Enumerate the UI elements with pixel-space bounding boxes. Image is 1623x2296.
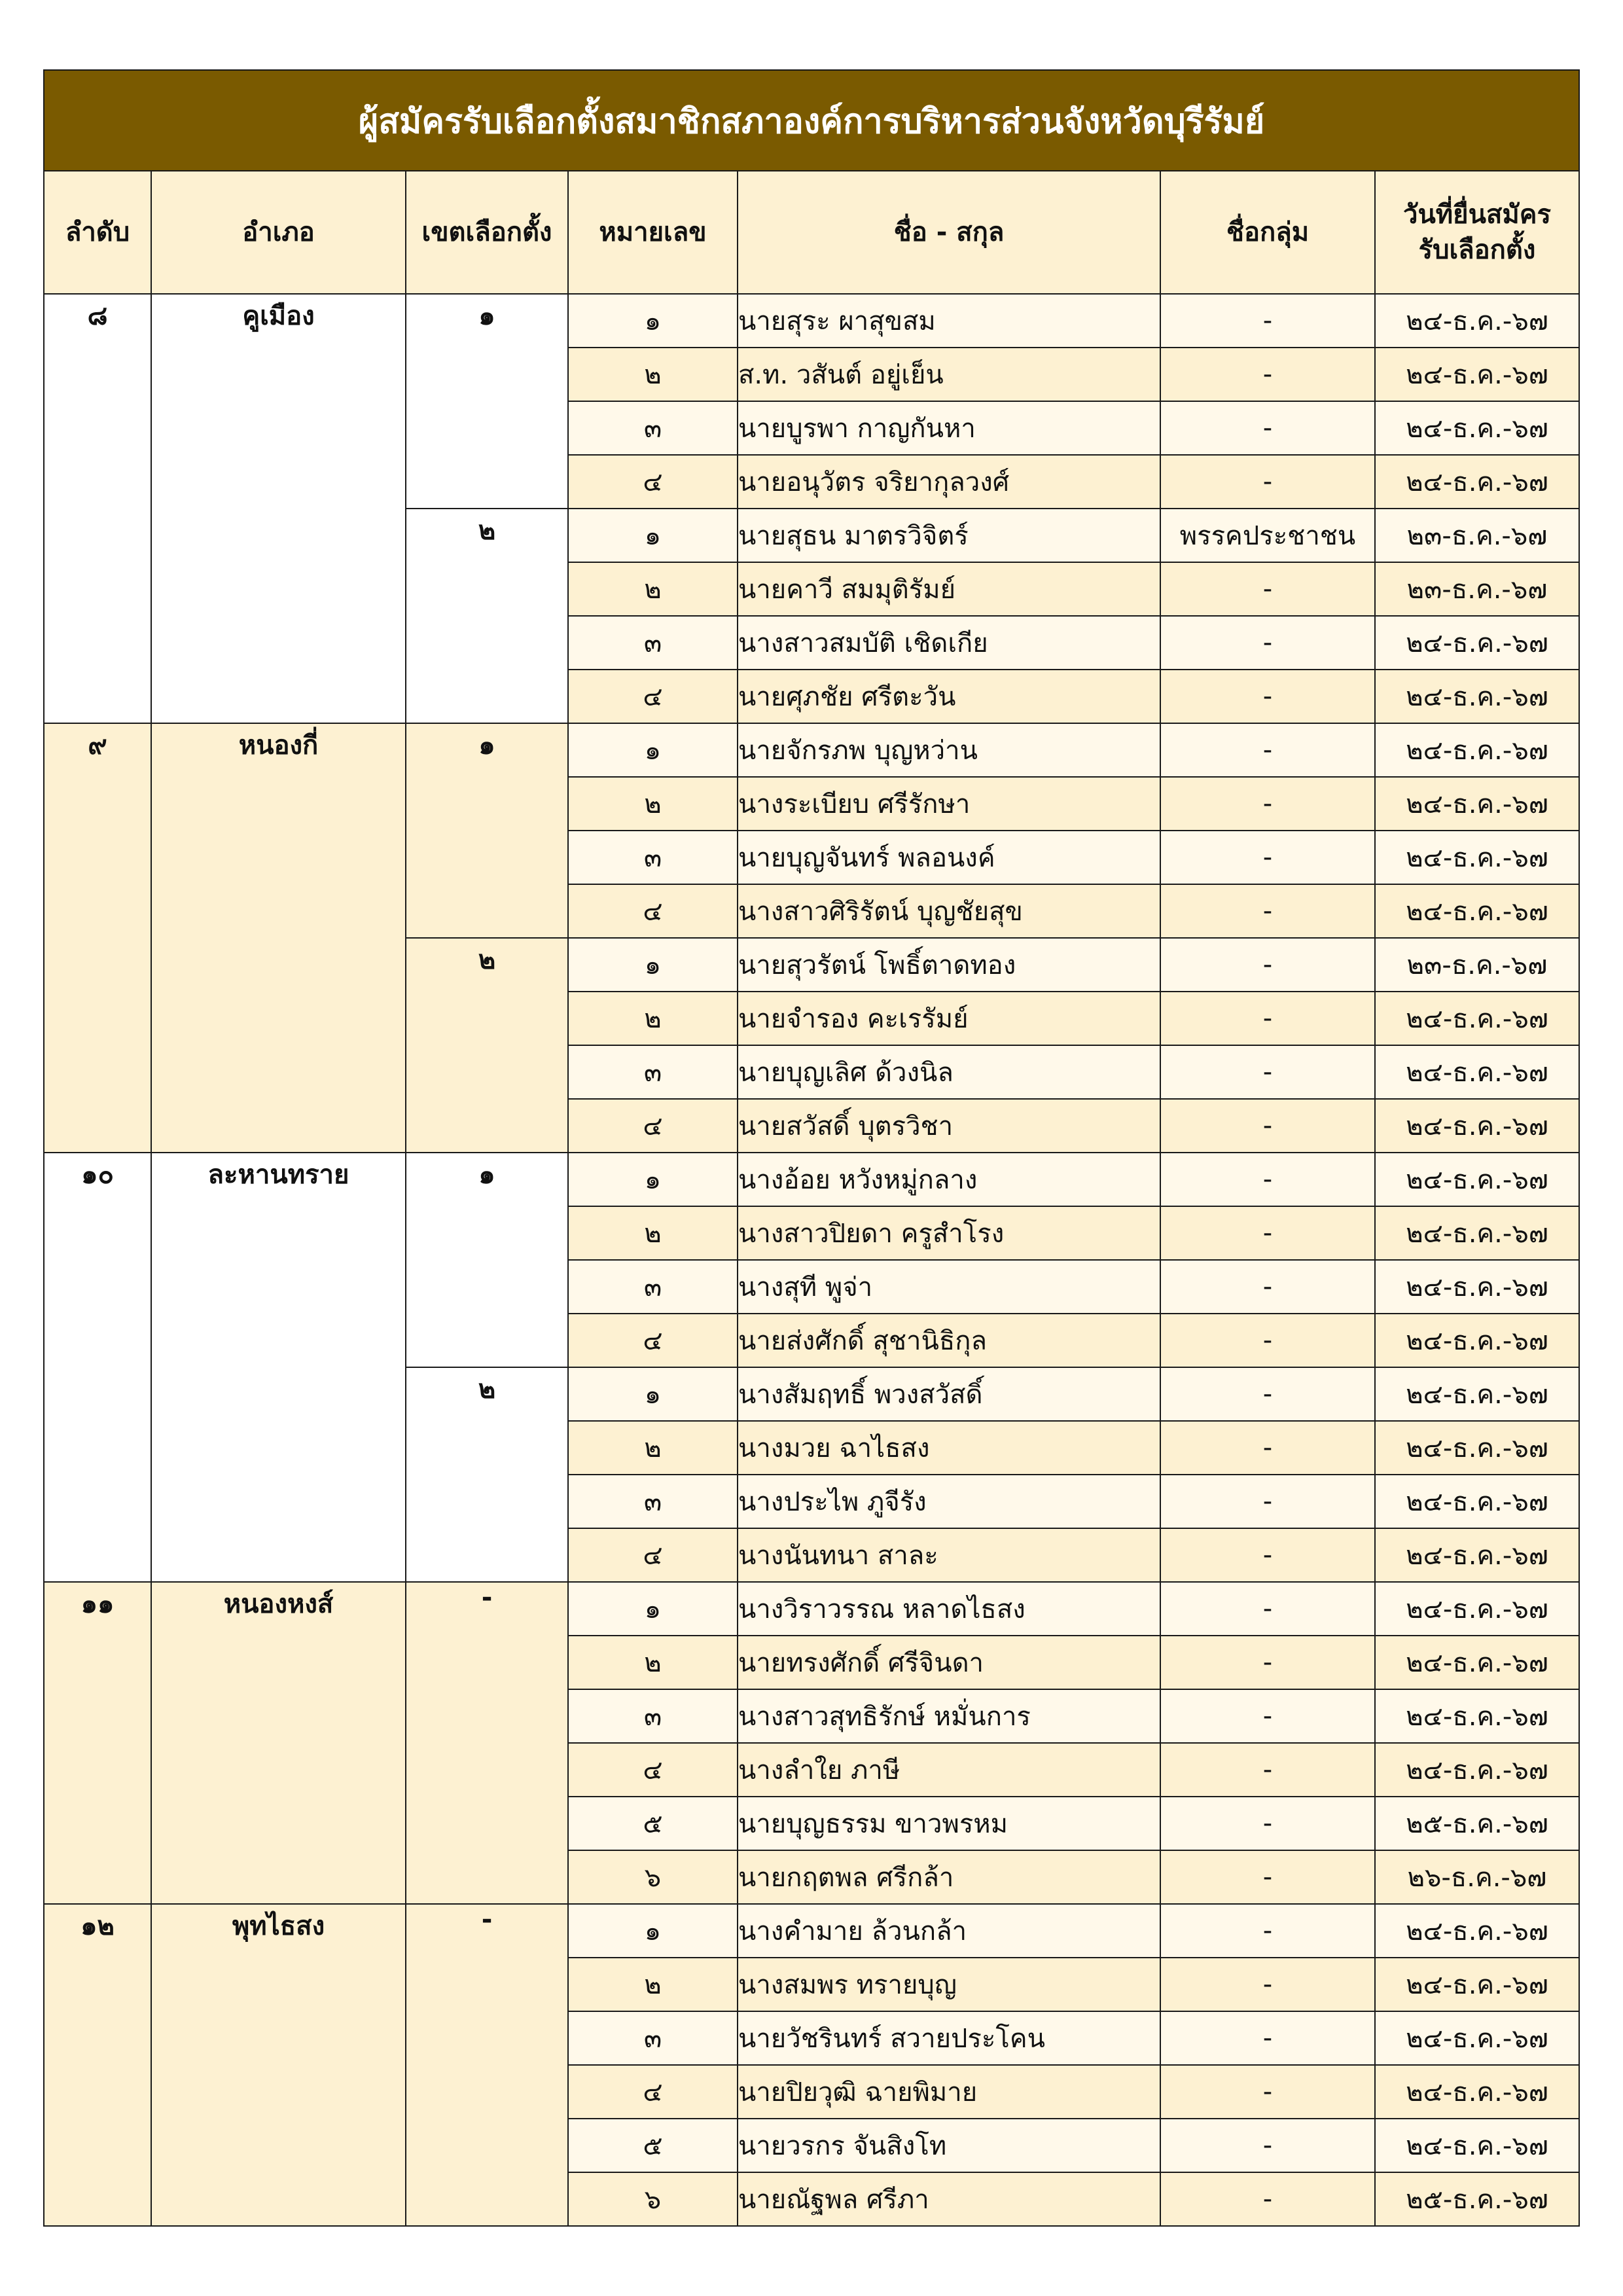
candidate-date: ๒๔-ธ.ค.-๖๗ (1375, 1582, 1579, 1636)
candidate-name: นางวิราวรรณ หลาดไธสง (738, 1582, 1160, 1636)
candidate-date: ๒๖-ธ.ค.-๖๗ (1375, 1850, 1579, 1904)
header-zone: เขตเลือกตั้ง (406, 171, 568, 294)
candidate-number: ๑ (568, 509, 738, 562)
candidate-group: - (1160, 1582, 1375, 1636)
candidate-number: ๔ (568, 884, 738, 938)
header-group: ชื่อกลุ่ม (1160, 171, 1375, 294)
candidate-date: ๒๔-ธ.ค.-๖๗ (1375, 294, 1579, 348)
district-order: ๑๑ (44, 1582, 151, 1904)
candidate-table (43, 69, 1580, 2227)
candidate-name: นางประไพ ภูจีรัง (738, 1475, 1160, 1528)
candidate-date: ๒๕-ธ.ค.-๖๗ (1375, 1797, 1579, 1850)
candidate-group: - (1160, 1099, 1375, 1153)
header-district: อำเภอ (151, 171, 406, 294)
candidate-name: นายคาวี สมมุติรัมย์ (738, 562, 1160, 616)
candidate-name: นายทรงศักดิ์ ศรีจินดา (738, 1636, 1160, 1689)
zone-number: ๒ (406, 509, 568, 723)
candidate-group: - (1160, 1904, 1375, 1958)
candidate-group: พรรคประชาชน (1160, 509, 1375, 562)
candidate-group: - (1160, 616, 1375, 670)
candidate-name: นางอ้อย หวังหมู่กลาง (738, 1153, 1160, 1206)
candidate-group: - (1160, 777, 1375, 831)
candidate-name: นางสาวสมบัติ เชิดเกีย (738, 616, 1160, 670)
candidate-date: ๒๔-ธ.ค.-๖๗ (1375, 1421, 1579, 1475)
candidate-number: ๑ (568, 1367, 738, 1421)
candidate-group: - (1160, 1850, 1375, 1904)
candidate-number: ๔ (568, 2065, 738, 2119)
candidate-date: ๒๔-ธ.ค.-๖๗ (1375, 2119, 1579, 2172)
candidate-date: ๒๔-ธ.ค.-๖๗ (1375, 1528, 1579, 1582)
district-name: ละหานทราย (151, 1153, 406, 1582)
candidate-name: นายบุญจันทร์ พลอนงค์ (738, 831, 1160, 884)
candidate-name: นางลำใย ภาษี (738, 1743, 1160, 1797)
header-date (1375, 171, 1579, 294)
candidate-number: ๓ (568, 1689, 738, 1743)
candidate-group: - (1160, 562, 1375, 616)
candidate-number: ๓ (568, 401, 738, 455)
table-row (44, 723, 1579, 777)
header-order: ลำดับ (44, 171, 151, 294)
candidate-date: ๒๔-ธ.ค.-๖๗ (1375, 455, 1579, 509)
candidate-group: - (1160, 1528, 1375, 1582)
candidate-group: - (1160, 294, 1375, 348)
candidate-number: ๓ (568, 1475, 738, 1528)
candidate-number: ๑ (568, 1153, 738, 1206)
candidate-date: ๒๔-ธ.ค.-๖๗ (1375, 1743, 1579, 1797)
candidate-group: - (1160, 2119, 1375, 2172)
candidate-group: - (1160, 1153, 1375, 1206)
zone-number: ๑ (406, 294, 568, 509)
candidate-number: ๑ (568, 294, 738, 348)
district-order: ๑๐ (44, 1153, 151, 1582)
candidate-number: ๕ (568, 2119, 738, 2172)
candidate-group: - (1160, 2065, 1375, 2119)
district-name: คูเมือง (151, 294, 406, 723)
candidate-name: นางสัมฤทธิ์ พวงสวัสดิ์ (738, 1367, 1160, 1421)
candidate-group: - (1160, 831, 1375, 884)
candidate-date: ๒๔-ธ.ค.-๖๗ (1375, 1904, 1579, 1958)
header-date-line1: วันที่ยื่นสมัคร (1403, 200, 1551, 230)
zone-number: ๒ (406, 938, 568, 1153)
candidate-name: นางสมพร ทรายบุญ (738, 1958, 1160, 2011)
candidate-group: - (1160, 723, 1375, 777)
candidate-date: ๒๔-ธ.ค.-๖๗ (1375, 1958, 1579, 2011)
candidate-number: ๒ (568, 1636, 738, 1689)
zone-number: ๑ (406, 1153, 568, 1367)
candidate-date: ๒๔-ธ.ค.-๖๗ (1375, 1206, 1579, 1260)
candidate-date: ๒๔-ธ.ค.-๖๗ (1375, 616, 1579, 670)
candidate-group: - (1160, 938, 1375, 992)
zone-number: ๑ (406, 723, 568, 938)
candidate-name: นายสุธน มาตรวิจิตร์ (738, 509, 1160, 562)
header-row (44, 171, 1579, 294)
candidate-group: - (1160, 1421, 1375, 1475)
candidate-name: นายจำรอง คะเรรัมย์ (738, 992, 1160, 1045)
candidate-date: ๒๔-ธ.ค.-๖๗ (1375, 992, 1579, 1045)
candidate-name: นางสาวสุทธิรักษ์ หมั่นการ (738, 1689, 1160, 1743)
candidate-number: ๓ (568, 831, 738, 884)
zone-number: - (406, 1582, 568, 1904)
district-name: พุทไธสง (151, 1904, 406, 2226)
candidate-number: ๑ (568, 1582, 738, 1636)
candidate-number: ๑ (568, 1904, 738, 1958)
candidate-date: ๒๔-ธ.ค.-๖๗ (1375, 670, 1579, 723)
candidate-name: นายวัชรินทร์ สวายประโคน (738, 2011, 1160, 2065)
candidate-group: - (1160, 1260, 1375, 1314)
candidate-number: ๔ (568, 1099, 738, 1153)
candidate-number: ๒ (568, 1421, 738, 1475)
candidate-rows (44, 294, 1579, 2226)
candidate-date: ๒๓-ธ.ค.-๖๗ (1375, 938, 1579, 992)
candidate-name: นางนันทนา สาละ (738, 1528, 1160, 1582)
candidate-name: นายสุวรัตน์ โพธิ์ตาดทอง (738, 938, 1160, 992)
candidate-number: ๓ (568, 616, 738, 670)
candidate-group: - (1160, 1314, 1375, 1367)
table-row (44, 1582, 1579, 1636)
candidate-date: ๒๔-ธ.ค.-๖๗ (1375, 1367, 1579, 1421)
candidate-name: นายบูรพา กาญกันหา (738, 401, 1160, 455)
candidate-name: นายบุญเลิศ ด้วงนิล (738, 1045, 1160, 1099)
candidate-date: ๒๔-ธ.ค.-๖๗ (1375, 2065, 1579, 2119)
candidate-group: - (1160, 348, 1375, 401)
candidate-number: ๓ (568, 1260, 738, 1314)
candidate-date: ๒๔-ธ.ค.-๖๗ (1375, 1475, 1579, 1528)
table-row (44, 1904, 1579, 1958)
candidate-number: ๒ (568, 777, 738, 831)
candidate-date: ๒๓-ธ.ค.-๖๗ (1375, 509, 1579, 562)
candidate-group: - (1160, 2172, 1375, 2226)
candidate-date: ๒๔-ธ.ค.-๖๗ (1375, 1260, 1579, 1314)
district-name: หนองหงส์ (151, 1582, 406, 1904)
candidate-date: ๒๔-ธ.ค.-๖๗ (1375, 777, 1579, 831)
candidate-group: - (1160, 670, 1375, 723)
candidate-group: - (1160, 401, 1375, 455)
candidate-name: นายส่งศักดิ์ สุชานิธิกุล (738, 1314, 1160, 1367)
candidate-name: นายศุภชัย ศรีตะวัน (738, 670, 1160, 723)
candidate-date: ๒๓-ธ.ค.-๖๗ (1375, 562, 1579, 616)
candidate-date: ๒๔-ธ.ค.-๖๗ (1375, 831, 1579, 884)
candidate-name: นางสุที พูจ่า (738, 1260, 1160, 1314)
header-date-line2: รับเลือกตั้ง (1418, 235, 1536, 265)
candidate-number: ๑ (568, 723, 738, 777)
candidate-name: นางสาวปิยดา ครูสำโรง (738, 1206, 1160, 1260)
candidate-name: นายสุระ ผาสุขสม (738, 294, 1160, 348)
candidate-date: ๒๔-ธ.ค.-๖๗ (1375, 1636, 1579, 1689)
header-name: ชื่อ - สกุล (738, 171, 1160, 294)
table-row (44, 1153, 1579, 1206)
candidate-number: ๖ (568, 2172, 738, 2226)
candidate-group: - (1160, 1367, 1375, 1421)
candidate-group: - (1160, 1475, 1375, 1528)
district-order: ๘ (44, 294, 151, 723)
table-title: ผู้สมัครรับเลือกตั้งสมาชิกสภาองค์การบริหารส่วนจังหวัดบุรีรัมย์ (44, 70, 1579, 171)
candidate-date: ๒๕-ธ.ค.-๖๗ (1375, 2172, 1579, 2226)
candidate-date: ๒๔-ธ.ค.-๖๗ (1375, 1153, 1579, 1206)
candidate-number: ๖ (568, 1850, 738, 1904)
candidate-group: - (1160, 455, 1375, 509)
district-name: หนองกี่ (151, 723, 406, 1153)
candidate-date: ๒๔-ธ.ค.-๖๗ (1375, 1045, 1579, 1099)
candidate-number: ๒ (568, 1206, 738, 1260)
candidate-number: ๔ (568, 455, 738, 509)
zone-number: - (406, 1904, 568, 2226)
candidate-name: นายกฤตพล ศรีกล้า (738, 1850, 1160, 1904)
candidate-number: ๓ (568, 2011, 738, 2065)
candidate-number: ๔ (568, 670, 738, 723)
candidate-group: - (1160, 992, 1375, 1045)
candidate-name: นายวรกร จันสิงโท (738, 2119, 1160, 2172)
candidate-date: ๒๔-ธ.ค.-๖๗ (1375, 884, 1579, 938)
header-number: หมายเลข (568, 171, 738, 294)
candidate-number: ๕ (568, 1797, 738, 1850)
table-row (44, 294, 1579, 348)
candidate-group: - (1160, 1045, 1375, 1099)
candidate-number: ๒ (568, 348, 738, 401)
candidate-name: นางคำมาย ล้วนกล้า (738, 1904, 1160, 1958)
candidate-group: - (1160, 1689, 1375, 1743)
candidate-date: ๒๔-ธ.ค.-๖๗ (1375, 1099, 1579, 1153)
candidate-group: - (1160, 1636, 1375, 1689)
candidate-name: ส.ท. วสันต์ อยู่เย็น (738, 348, 1160, 401)
zone-number: ๒ (406, 1367, 568, 1582)
candidate-number: ๒ (568, 992, 738, 1045)
candidate-name: นางสาวศิริรัตน์ บุญชัยสุข (738, 884, 1160, 938)
candidate-number: ๔ (568, 1743, 738, 1797)
candidate-name: นางระเบียบ ศรีรักษา (738, 777, 1160, 831)
candidate-name: นายบุญธรรม ขาวพรหม (738, 1797, 1160, 1850)
candidate-name: นายจักรภพ บุญหว่าน (738, 723, 1160, 777)
candidate-number: ๔ (568, 1528, 738, 1582)
candidate-date: ๒๔-ธ.ค.-๖๗ (1375, 2011, 1579, 2065)
candidate-date: ๒๔-ธ.ค.-๖๗ (1375, 348, 1579, 401)
candidate-date: ๒๔-ธ.ค.-๖๗ (1375, 1314, 1579, 1367)
candidate-name: นายสวัสดิ์ บุตรวิชา (738, 1099, 1160, 1153)
candidate-group: - (1160, 1958, 1375, 2011)
district-order: ๙ (44, 723, 151, 1153)
candidate-date: ๒๔-ธ.ค.-๖๗ (1375, 723, 1579, 777)
candidate-group: - (1160, 2011, 1375, 2065)
candidate-number: ๓ (568, 1045, 738, 1099)
candidate-number: ๑ (568, 938, 738, 992)
candidate-number: ๔ (568, 1314, 738, 1367)
candidate-group: - (1160, 1206, 1375, 1260)
candidate-number: ๒ (568, 1958, 738, 2011)
candidate-date: ๒๔-ธ.ค.-๖๗ (1375, 401, 1579, 455)
candidate-group: - (1160, 1743, 1375, 1797)
district-order: ๑๒ (44, 1904, 151, 2226)
candidate-date: ๒๔-ธ.ค.-๖๗ (1375, 1689, 1579, 1743)
candidate-name: นางมวย ฉาไธสง (738, 1421, 1160, 1475)
candidate-name: นายอนุวัตร จริยากุลวงศ์ (738, 455, 1160, 509)
candidate-name: นายปิยวุฒิ ฉายพิมาย (738, 2065, 1160, 2119)
candidate-group: - (1160, 884, 1375, 938)
candidate-group: - (1160, 1797, 1375, 1850)
candidate-number: ๒ (568, 562, 738, 616)
candidate-name: นายณัฐพล ศรีภา (738, 2172, 1160, 2226)
